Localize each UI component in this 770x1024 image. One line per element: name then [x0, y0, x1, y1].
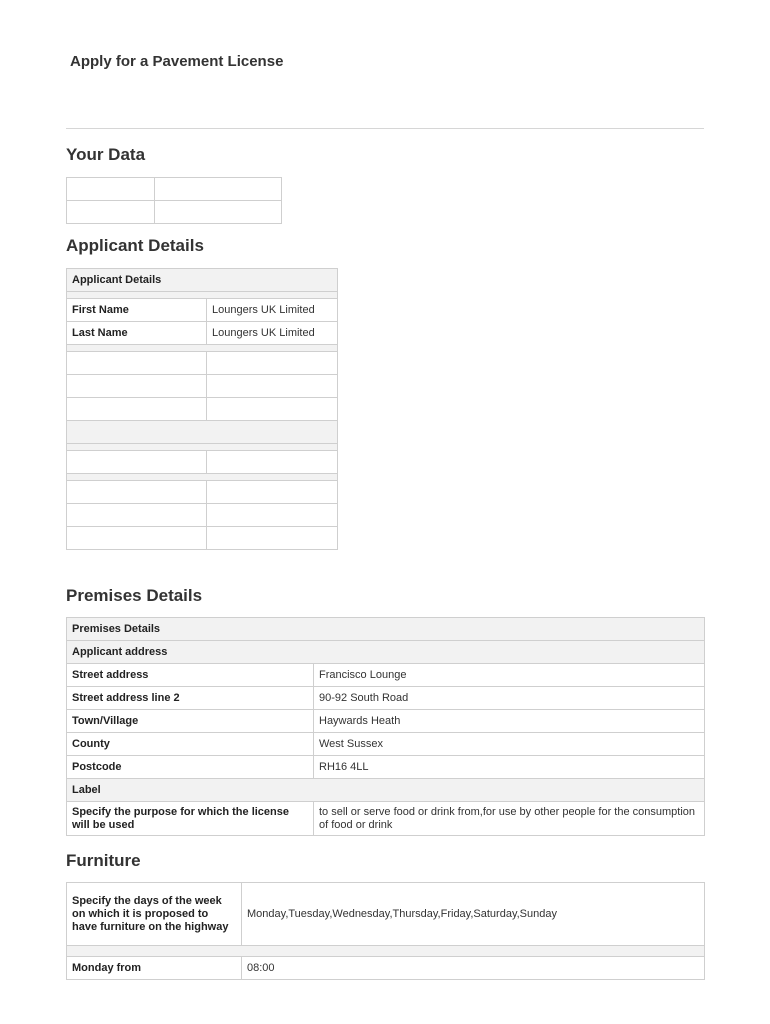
label-row: Label	[67, 779, 705, 802]
table-cell	[67, 201, 155, 224]
county-label: County	[67, 733, 314, 756]
first-name-label: First Name	[67, 299, 207, 322]
table-cell	[155, 201, 282, 224]
section-your-data-title: Your Data	[66, 145, 146, 164]
table-row	[67, 664, 705, 687]
table-row	[67, 178, 282, 201]
applicant-table	[66, 268, 338, 550]
table-row	[67, 883, 705, 946]
postcode-value: RH16 4LL	[314, 756, 705, 779]
table-row	[67, 481, 338, 504]
table-header-row	[67, 269, 338, 292]
table-row	[67, 398, 338, 421]
county-value: West Sussex	[314, 733, 705, 756]
table-spacer-row	[67, 946, 705, 957]
table-spacer-row	[67, 345, 338, 352]
table-row	[67, 756, 705, 779]
first-name-value: Loungers UK Limited	[207, 299, 338, 322]
table-row	[67, 451, 338, 474]
section-premises-title: Premises Details	[66, 586, 203, 605]
table-cell	[155, 178, 282, 201]
street-address-value: Francisco Lounge	[314, 664, 705, 687]
table-row	[67, 802, 705, 836]
table-spacer-row	[67, 444, 338, 451]
purpose-label: Specify the purpose for which the license will be used	[67, 802, 314, 836]
applicant-address-subheader: Applicant address	[67, 641, 705, 664]
street-address-line2-value: 90-92 South Road	[314, 687, 705, 710]
table-subheader-row	[67, 779, 705, 802]
days-label: Specify the days of the week on which it is proposed to have furniture on the highway	[67, 883, 242, 946]
table-row	[67, 299, 338, 322]
your-data-table	[66, 177, 282, 224]
table-row	[67, 375, 338, 398]
purpose-value: to sell or serve food or drink from,for use by other people for the consumption of food or drink	[314, 802, 705, 836]
table-cell	[67, 178, 155, 201]
premises-table-header: Premises Details	[67, 618, 705, 641]
last-name-label: Last Name	[67, 322, 207, 345]
street-address-line2-label: Street address line 2	[67, 687, 314, 710]
table-row	[67, 957, 705, 980]
postcode-label: Postcode	[67, 756, 314, 779]
table-row	[67, 504, 338, 527]
table-row	[67, 352, 338, 375]
monday-from-label: Monday from	[67, 957, 242, 980]
furniture-table	[66, 882, 705, 980]
applicant-table-header: Applicant Details	[67, 269, 338, 292]
street-address-label: Street address	[67, 664, 314, 687]
header-divider	[66, 128, 704, 129]
section-applicant-title: Applicant Details	[66, 236, 204, 255]
table-spacer-row	[67, 421, 338, 444]
days-value: Monday,Tuesday,Wednesday,Thursday,Friday,Saturday,Sunday	[242, 883, 705, 946]
table-row	[67, 710, 705, 733]
premises-table	[66, 617, 705, 836]
table-spacer-row	[67, 474, 338, 481]
section-furniture-title: Furniture	[66, 851, 141, 870]
town-village-label: Town/Village	[67, 710, 314, 733]
table-row	[67, 201, 282, 224]
table-row	[67, 527, 338, 550]
monday-from-value: 08:00	[242, 957, 705, 980]
table-spacer-row	[67, 292, 338, 299]
table-subheader-row	[67, 641, 705, 664]
town-village-value: Haywards Heath	[314, 710, 705, 733]
table-row	[67, 687, 705, 710]
last-name-value: Loungers UK Limited	[207, 322, 338, 345]
table-row	[67, 733, 705, 756]
table-header-row	[67, 618, 705, 641]
page-title: Apply for a Pavement License	[70, 53, 284, 70]
table-row	[67, 322, 338, 345]
